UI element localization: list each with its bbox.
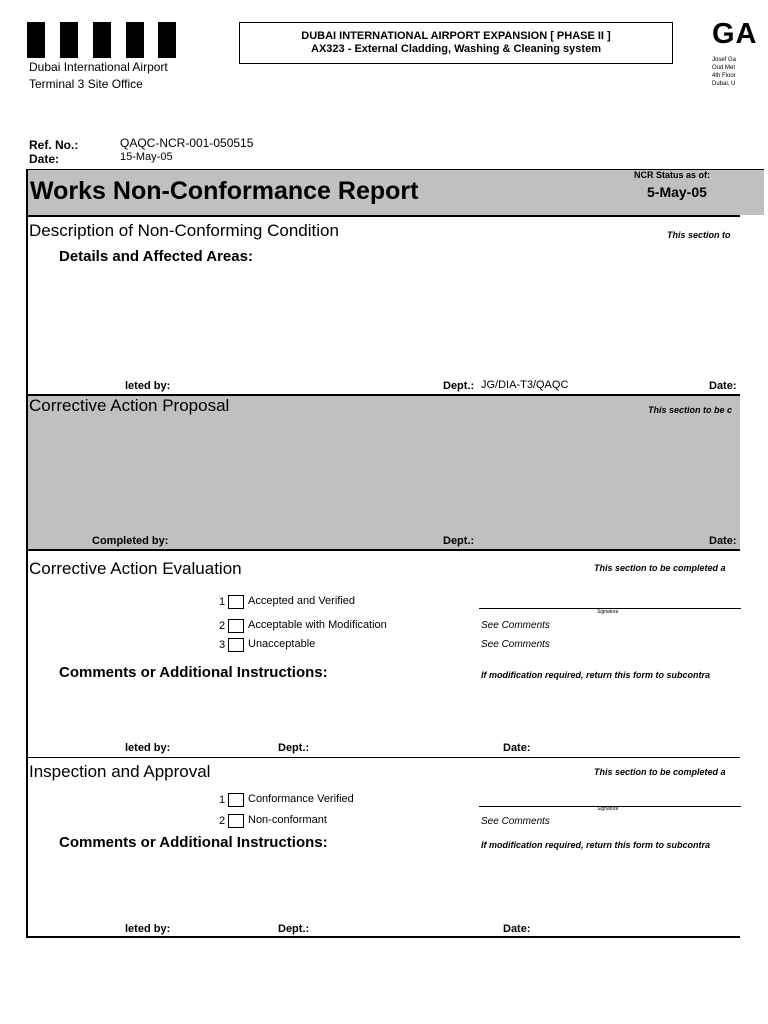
description-note: This section to [667, 230, 731, 240]
signature-label: Signature [597, 609, 619, 615]
company-address [712, 56, 736, 88]
date-label: Date: [709, 380, 737, 392]
comments-heading: Comments or Additional Instructions: [59, 834, 328, 851]
see-comments: See Comments [481, 816, 550, 827]
comments-field[interactable] [28, 685, 740, 735]
modification-note: If modification required, return this form to subcontra [481, 670, 711, 680]
dept-label: Dept.: [278, 742, 310, 754]
date-label: Date: [709, 535, 737, 547]
proposal-heading: Corrective Action Proposal [29, 396, 230, 415]
divider [26, 757, 740, 758]
completed-by-label: leted by: [125, 380, 171, 392]
divider [26, 215, 740, 217]
status-date: 5-May-05 [647, 184, 707, 200]
company-logo: GA [712, 18, 758, 50]
address-line: Oud Met [712, 65, 736, 71]
proposal-field[interactable] [28, 420, 740, 530]
signature-label: Signature [597, 806, 619, 812]
date-label: Date: [503, 923, 531, 935]
acceptable-mod-checkbox[interactable] [228, 619, 244, 633]
org-line-1: Dubai International Airport [29, 60, 168, 74]
report-title: Works Non-Conformance Report [30, 177, 419, 205]
evaluation-note: This section to be completed a [594, 563, 726, 573]
comments-heading: Comments or Additional Instructions: [59, 664, 328, 681]
dept-label: Dept.: [278, 923, 310, 935]
project-line-1: DUBAI INTERNATIONAL AIRPORT EXPANSION [ PHASE II ] [301, 30, 611, 42]
option-label: Accepted and Verified [248, 595, 356, 607]
completed-by-label: leted by: [125, 923, 171, 935]
dept-label: Dept.: [443, 380, 475, 392]
non-conformant-checkbox[interactable] [228, 814, 244, 828]
date-label: Date: [29, 152, 60, 166]
date-label: Date: [503, 742, 531, 754]
option-label: Conformance Verified [248, 793, 354, 805]
address-line: 4th Floor [712, 73, 736, 79]
completed-by-label: leted by: [125, 742, 171, 754]
unacceptable-checkbox[interactable] [228, 638, 244, 652]
evaluation-heading: Corrective Action Evaluation [29, 559, 242, 578]
description-heading [29, 221, 339, 241]
completed-by-label: Completed by: [92, 535, 169, 547]
option-label: Unacceptable [248, 638, 316, 650]
option-label: Non-conformant [248, 814, 327, 826]
comments-field[interactable] [28, 855, 740, 915]
ref-label: Ref. No.: [29, 138, 79, 152]
dept-label: Dept.: [443, 535, 475, 547]
barcode-logo [27, 22, 175, 58]
option-label: Acceptable with Modification [248, 619, 387, 631]
accepted-checkbox[interactable] [228, 595, 244, 609]
status-label: NCR Status as of: [634, 170, 711, 180]
option-number: 1 [219, 794, 226, 806]
details-field[interactable] [28, 265, 740, 375]
divider [26, 936, 740, 938]
date-value: 15-May-05 [120, 151, 173, 163]
conformance-verified-checkbox[interactable] [228, 793, 244, 807]
project-line-2: AX323 - External Cladding, Washing & Cleaning system [311, 43, 601, 55]
inspection-heading: Inspection and Approval [29, 762, 211, 781]
option-number: 1 [219, 596, 226, 608]
address-line: Josef Ga [712, 57, 737, 63]
option-number: 2 [219, 620, 226, 632]
see-comments: See Comments [481, 639, 550, 650]
description-heading-text: Description of Non-Conforming Condition [29, 221, 339, 240]
divider [26, 549, 740, 551]
org-line-2: Terminal 3 Site Office [29, 77, 143, 91]
project-box [239, 22, 673, 64]
option-number: 2 [219, 815, 226, 827]
inspection-note: This section to be completed a [594, 767, 726, 777]
address-line: Dubai, U [712, 81, 736, 87]
ref-value: QAQC-NCR-001-050515 [120, 136, 254, 150]
dept-value: JG/DIA-T3/QAQC [481, 379, 569, 391]
option-number: 3 [219, 639, 226, 651]
details-heading: Details and Affected Areas: [59, 248, 253, 265]
modification-note: If modification required, return this form to subcontra [481, 840, 711, 850]
proposal-note: This section to be c [648, 405, 733, 415]
see-comments: See Comments [481, 620, 550, 631]
